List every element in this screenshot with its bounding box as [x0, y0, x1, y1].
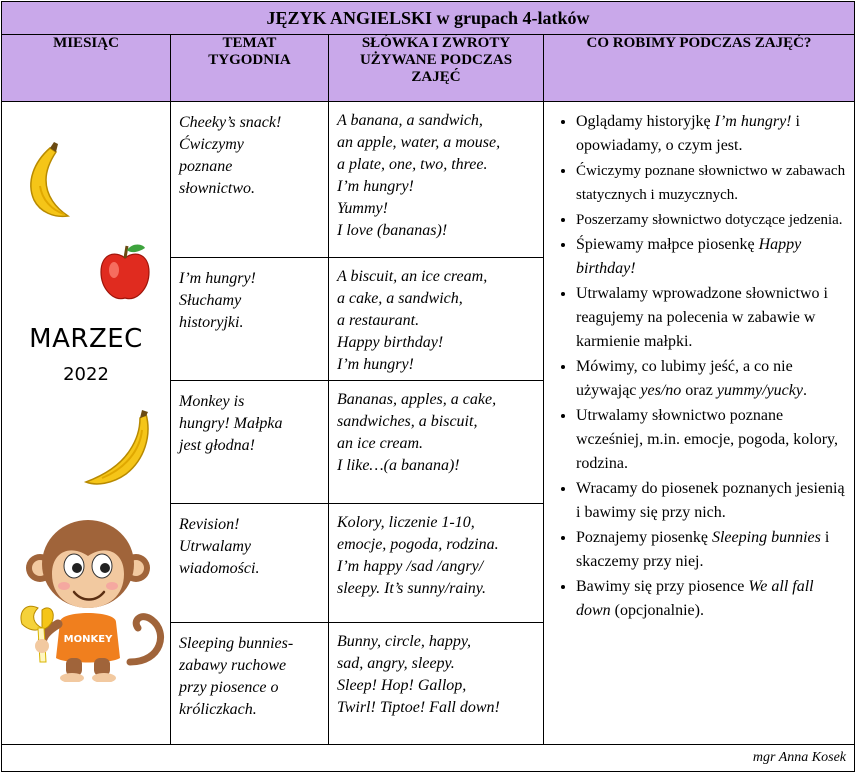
- words-line: a plate, one, two, three.: [337, 156, 488, 173]
- words-line: Yummy!: [337, 200, 388, 217]
- activity-emphasis: Happy birthday!: [576, 236, 802, 277]
- activity-text: Wracamy do piosenek poznanych jesienią i bawimy się przy nich.: [576, 480, 845, 521]
- words-line: sad, angry, sleepy.: [337, 655, 455, 672]
- words-line: Bananas, apples, a cake,: [337, 391, 497, 408]
- words-week-5: [329, 623, 544, 745]
- words-line: an ice cream.: [337, 435, 424, 452]
- words-line: Happy birthday!: [337, 334, 444, 351]
- header-topic-text: TEMAT TYGODNIA: [208, 35, 291, 68]
- topic-line: jest głodna!: [179, 437, 255, 454]
- activity-text: i opowiadamy, o czym jest.: [576, 113, 800, 154]
- activity-item: [576, 208, 850, 232]
- words-line: I like…(a banana)!: [337, 457, 460, 474]
- words-line: emocje, pogoda, rodzina.: [337, 536, 499, 553]
- words-line: A banana, a sandwich,: [337, 112, 483, 129]
- words-line: Bunny, circle, happy,: [337, 633, 472, 650]
- words-week-2: [329, 258, 544, 381]
- words-week-4: [329, 504, 544, 623]
- header-activities: CO ROBIMY PODCZAS ZAJĘĆ?: [544, 35, 855, 102]
- activity-text: oraz: [681, 382, 717, 399]
- topic-line: Revision!: [179, 516, 240, 533]
- words-line: I’m hungry!: [337, 356, 414, 373]
- activity-item: [576, 575, 850, 623]
- topic-line: I’m hungry!: [179, 270, 256, 287]
- topic-line: poznane: [179, 158, 233, 175]
- activity-text: i skaczemy przy niej.: [576, 529, 830, 570]
- topic-line: Cheeky’s snack!: [179, 114, 282, 131]
- activity-text: Bawimy się przy piosence: [576, 578, 749, 595]
- words-line: A biscuit, an ice cream,: [337, 268, 488, 285]
- monkey-shirt-text: MONKEY: [63, 634, 113, 645]
- words-line: Kolory, liczenie 1-10,: [337, 514, 475, 531]
- words-line: a restaurant.: [337, 312, 420, 329]
- activity-text: Mówimy, co lubimy jeść, a co nie używając: [576, 358, 793, 399]
- activity-text: (opcjonalnie).: [610, 602, 704, 619]
- activity-item: [576, 526, 850, 574]
- lesson-plan-table: [1, 1, 855, 772]
- apple-icon: [97, 242, 153, 304]
- words-line: an apple, water, a mouse,: [337, 134, 501, 151]
- activity-emphasis: We all fall down: [576, 578, 814, 619]
- topic-line: Monkey is: [179, 393, 245, 410]
- activity-text: Poszerzamy słownictwo dotyczące jedzenia.: [576, 212, 843, 228]
- words-line: Twirl! Tiptoe! Fall down!: [337, 699, 500, 716]
- header-topic: [171, 35, 329, 102]
- activity-text: Oglądamy historyjkę: [576, 113, 715, 130]
- activity-emphasis: I’m hungry!: [714, 113, 792, 130]
- topic-line: króliczkach.: [179, 701, 257, 718]
- header-words-text: SŁÓWKA I ZWROTY UŻYWANE PODCZAS ZAJĘĆ: [359, 35, 513, 85]
- words-week-1: [329, 102, 544, 258]
- topic-line: Słuchamy: [179, 292, 242, 309]
- topic-week-5: [171, 623, 329, 745]
- topic-line: Sleeping bunnies-: [179, 635, 294, 652]
- banana-icon: [82, 410, 158, 490]
- table-title: JĘZYK ANGIELSKI w grupach 4-latków: [2, 2, 855, 35]
- topic-line: słownictwo.: [179, 180, 256, 197]
- banana-icon: [20, 142, 80, 222]
- activity-text: Utrwalamy słownictwo poznane wcześniej, m.in. emocje, pogoda, kolory, rodzina.: [576, 407, 838, 472]
- words-line: Sleep! Hop! Gallop,: [337, 677, 467, 694]
- activity-item: [576, 159, 850, 207]
- activity-item: [576, 404, 850, 476]
- topic-line: zabawy ruchowe: [179, 657, 287, 674]
- month-year: 2022: [63, 364, 109, 385]
- activity-item: [576, 282, 850, 354]
- words-line: I love (bananas)!: [337, 222, 448, 239]
- header-words: [329, 35, 544, 102]
- topic-line: hungry! Małpka: [179, 415, 283, 432]
- topic-line: Ćwiczymy: [179, 136, 244, 153]
- topic-week-2: [171, 258, 329, 381]
- activity-text: Śpiewamy małpce piosenkę: [576, 236, 759, 253]
- words-line: sandwiches, a biscuit,: [337, 413, 478, 430]
- activity-item: [576, 477, 850, 525]
- activity-item: [576, 110, 850, 158]
- topic-line: historyjki.: [179, 314, 244, 331]
- topic-line: wiadomości.: [179, 560, 260, 577]
- activity-text: Poznajemy piosenkę: [576, 529, 712, 546]
- month-name: MARZEC: [29, 324, 143, 354]
- topic-week-1: [171, 102, 329, 258]
- author-footer: mgr Anna Kosek: [2, 745, 855, 772]
- activity-text: Ćwiczymy poznane słownictwo w zabawach statycznych i muzycznych.: [576, 163, 846, 203]
- topic-line: przy piosence o: [179, 679, 279, 696]
- words-line: a cake, a sandwich,: [337, 290, 463, 307]
- activities-cell: [544, 102, 855, 745]
- activity-item: [576, 355, 850, 403]
- words-line: I’m happy /sad /angry/: [337, 558, 484, 575]
- activity-emphasis: Sleeping bunnies: [711, 529, 821, 546]
- words-line: sleepy. It’s sunny/rainy.: [337, 580, 487, 597]
- topic-week-3: [171, 381, 329, 504]
- activities-list: [544, 102, 854, 623]
- words-line: I’m hungry!: [337, 178, 414, 195]
- header-month: MIESIĄC: [2, 35, 171, 102]
- topic-week-4: [171, 504, 329, 623]
- topic-line: Utrwalamy: [179, 538, 251, 555]
- activity-text: Utrwalamy wprowadzone słownictwo i reagujemy na polecenia w zabawie w karmienie małpki.: [576, 285, 828, 350]
- activity-item: [576, 233, 850, 281]
- activity-emphasis: yummy/yucky: [716, 382, 803, 399]
- activity-text: .: [802, 382, 807, 399]
- words-week-3: [329, 381, 544, 504]
- month-cell: [2, 102, 171, 745]
- activity-emphasis: yes/no: [640, 382, 682, 399]
- monkey-icon: [12, 512, 168, 682]
